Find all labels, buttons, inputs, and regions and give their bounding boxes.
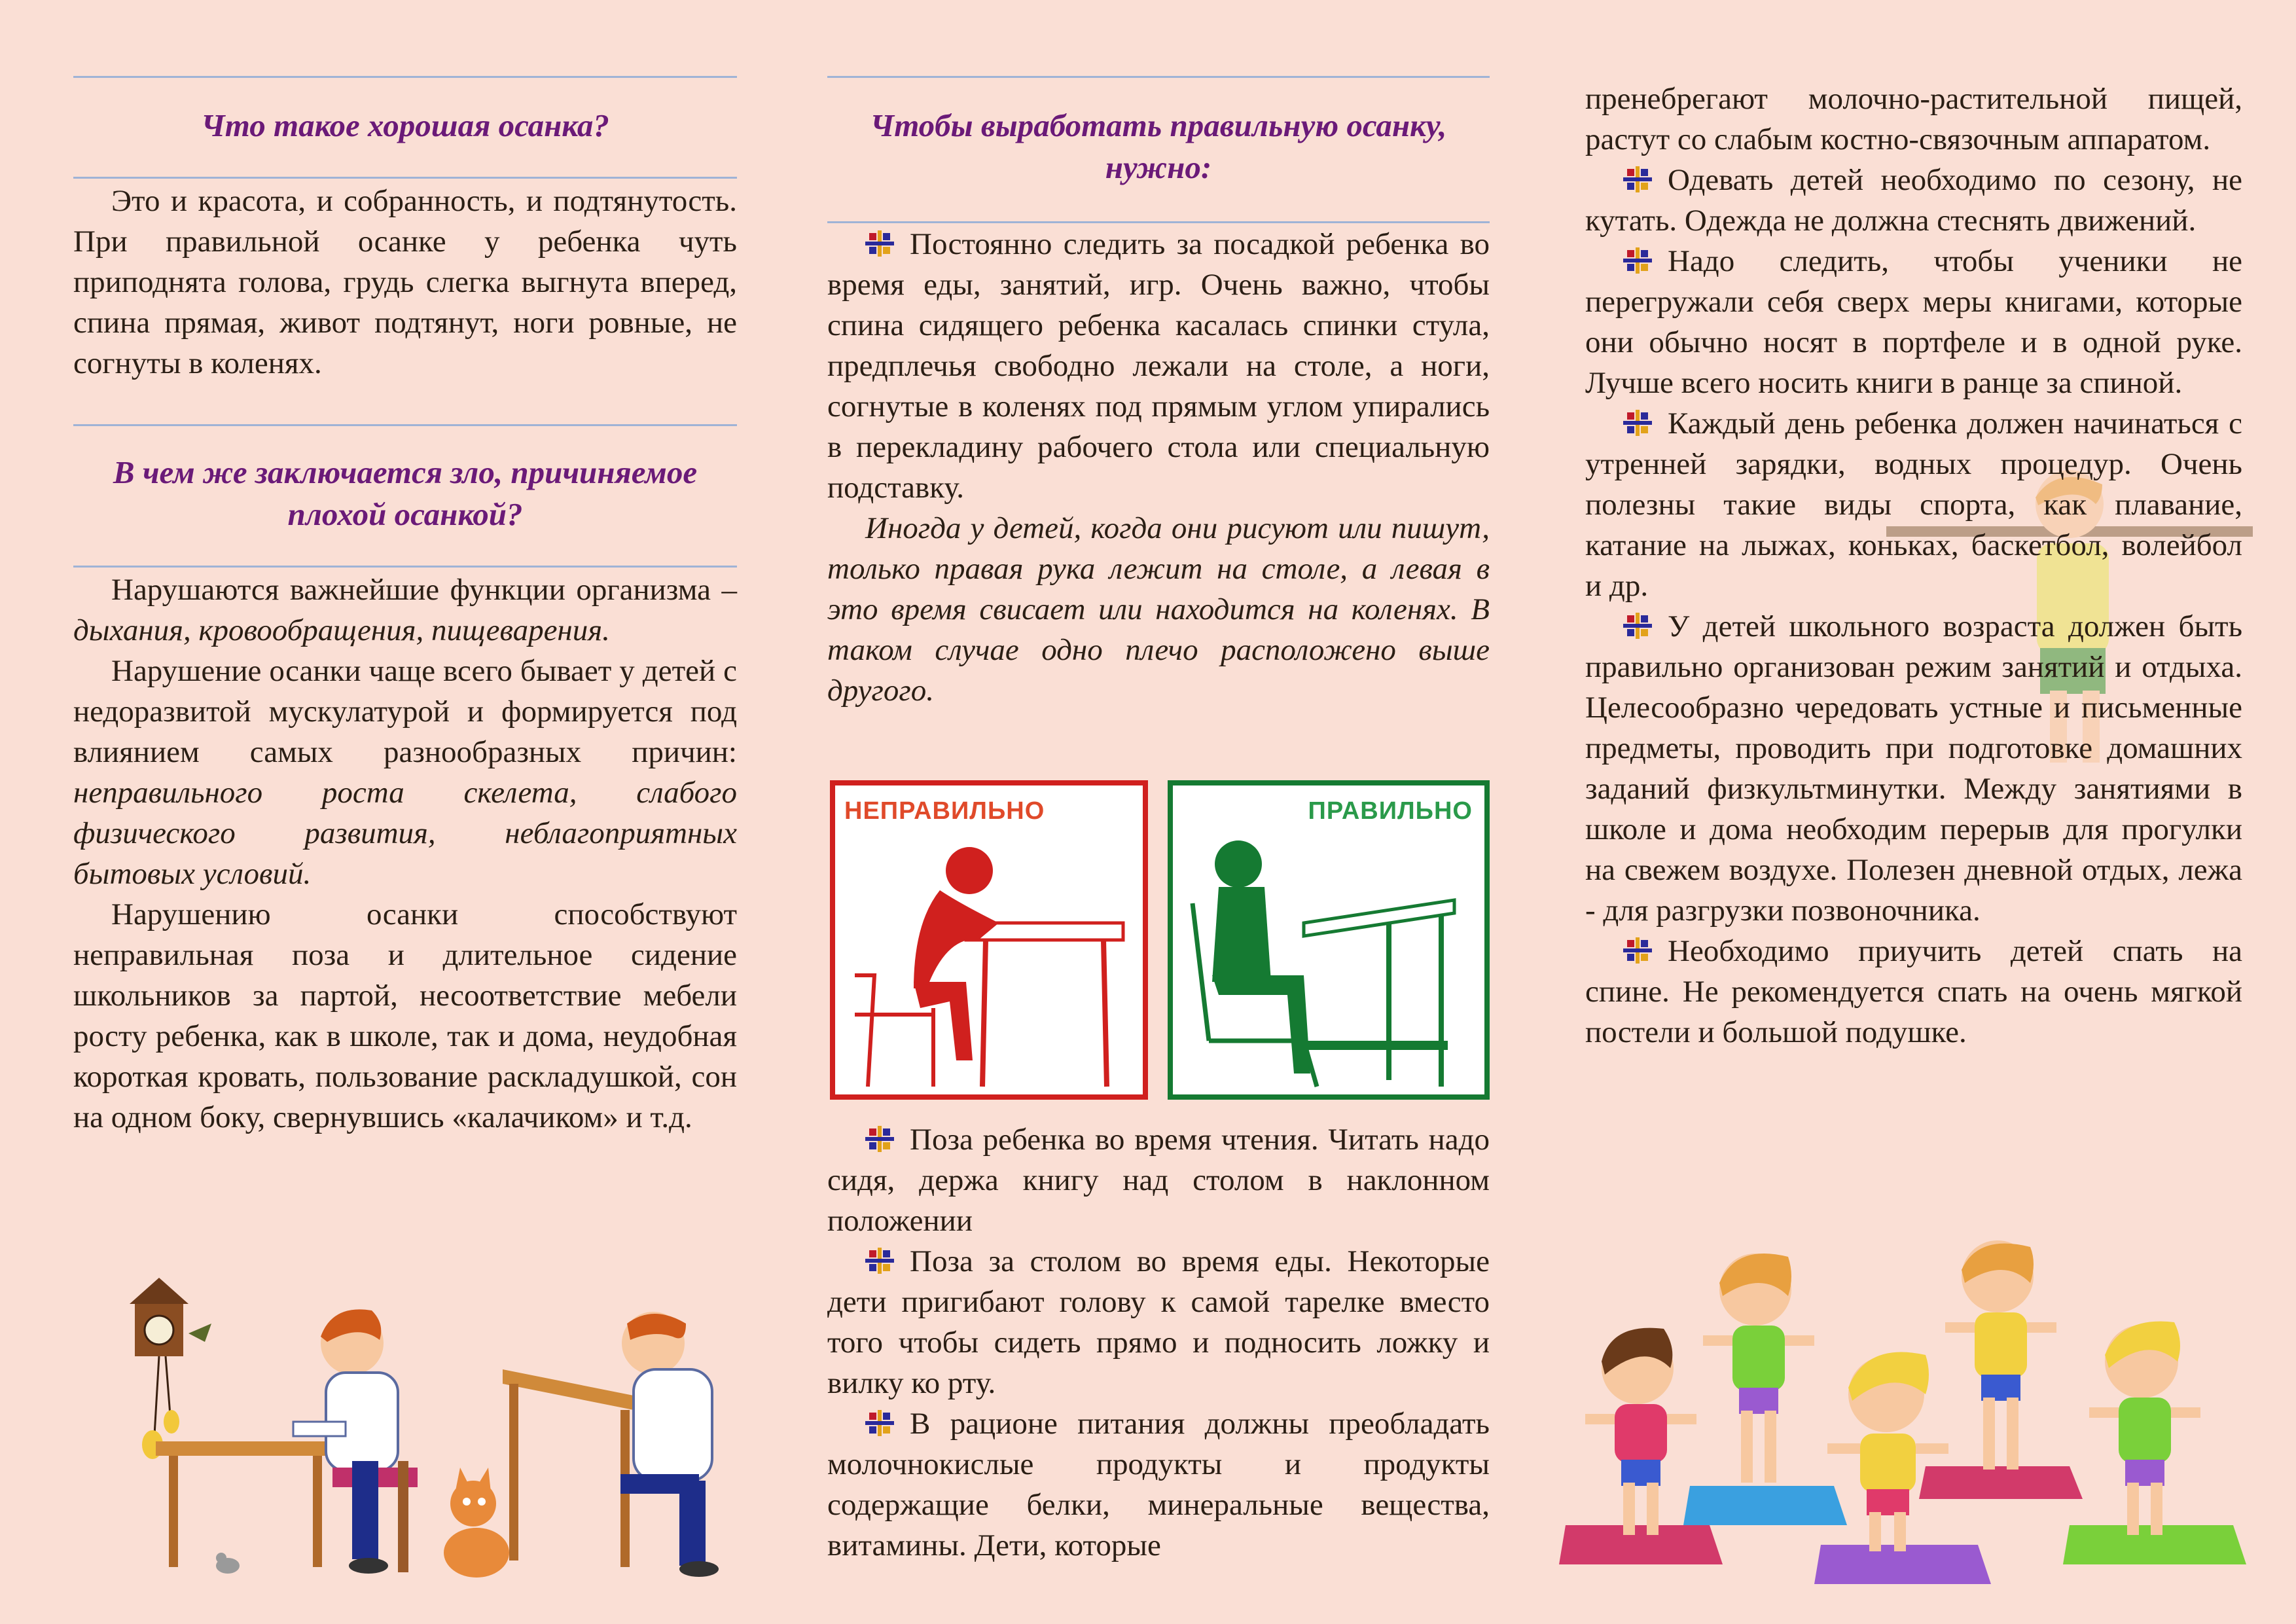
child-figure (1945, 1240, 2056, 1470)
right-posture-icon (1173, 825, 1484, 1094)
bullet-text: Одевать детей необходимо по сезону, не кутать. Одежда не должна стеснять движений. (1585, 163, 2242, 238)
bullet-text: Надо следить, чтобы ученики не перегружали себя сверх меры книгами, которые они обычно носят в портфеле и в одной руке. Лучше всего носить книги в ранце за спиной. (1585, 244, 2242, 400)
divider-top (73, 76, 737, 78)
bullet-text: Постоянно следить за посадкой ребенка во время еды, занятий, игр. Очень важно, чтобы спина сидящего ребенка касалась спинки стула, предплечья свободно лежали на столе, а ноги, согнутые в коленях под прямым углом упирались в перекладину рабочего стола или специальную подставку. (827, 227, 1490, 505)
bullet-item (1585, 403, 2242, 606)
paragraph-italic-note: Иногда у детей, когда они рисуют или пишут, только правая рука лежит на столе, а левая в это время свисает или находится на коленях. В таком случае одно плечо расположено выше другого. (827, 511, 1490, 708)
sign-wrong-label: НЕПРАВИЛЬНО (844, 797, 1045, 825)
bullet-sparkle-icon (865, 230, 894, 257)
cuckoo-clock-icon (130, 1278, 211, 1459)
divider (827, 221, 1490, 223)
paragraph-continuation: пренебрегают молочно-растительной пищей, растут со слабым костно-связочным аппаратом. (1585, 82, 2242, 156)
recommendations-top (827, 224, 1490, 711)
paragraph-functions (73, 569, 737, 651)
divider (73, 424, 737, 426)
divider (73, 566, 737, 568)
divider-top (827, 76, 1490, 78)
children-exercising-illustration (1559, 1237, 2253, 1604)
paragraph-factors: Нарушению осанки способствуют неправильная поза и длительное сидение школьников за партой, несоответствие мебели росту ребенка, как в школе, так и дома, неудобная короткая кровать, пользование раскладушкой, сон на одном боку, свернувшись «калачиком» и т.д. (73, 897, 737, 1134)
paragraphs-bad-posture (73, 569, 737, 1138)
text-span-italic: дыхания, кровообращения, пищеварения. (73, 613, 610, 647)
heading-bad-posture-harm: В чем же заключается зло, причиняемое плохой осанкой? (113, 454, 698, 532)
bullet-sparkle-icon (865, 1126, 894, 1152)
recommendations-bottom (827, 1119, 1490, 1566)
boy-sitting-slouched (620, 1312, 719, 1577)
boys-at-desks-illustration (97, 1265, 758, 1592)
child-figure (2089, 1322, 2200, 1535)
bullet-sparkle-icon (1623, 410, 1652, 436)
paragraph-text: Это и красота, и собранность, и подтянутость. При правильной осанке у ребенка чуть приподнята голова, грудь слегка выгнута вперед, спина прямая, живот подтянут, ноги ровные, не согнуты в коленях. (73, 184, 737, 380)
bullet-text: Необходимо приучить детей спать на спине. Не рекомендуется спать на очень мягкой постели и большой подушке. (1585, 934, 2242, 1049)
bullet-item (1585, 241, 2242, 403)
bullet-item (1585, 160, 2242, 241)
recommendations-continued (1585, 79, 2242, 1053)
text-span-italic: неправильного роста скелета, слабого физического развития, неблагоприятных бытовых условий. (73, 776, 737, 891)
divider (73, 177, 737, 179)
paragraph-causes (73, 651, 737, 894)
bullet-item (827, 1119, 1490, 1241)
bullet-text: Каждый день ребенка должен начинаться с утренней зарядки, водных процедур. Очень полезны такие виды спорта, как плавание, катание на лыжах, коньках, баскетбол, волейбол и др. (1585, 406, 2242, 603)
bullet-sparkle-icon (1623, 247, 1652, 274)
text-span: Нарушаются важнейшие функции организма – (111, 573, 737, 607)
heading-good-posture: Что такое хорошая осанка? (201, 107, 609, 143)
bullet-item (1585, 606, 2242, 931)
bullet-text: У детей школьного возраста должен быть правильно организован режим занятий и отдыха. Целесообразно чередовать устные и письменные предметы, проводить при подготовке домашних заданий физкультминутки. Между занятиями в школе и дома необходим перерыв для прогулки на свежем воздухе. Полезен дневной отдых, лежа - для разгрузки позвоночника. (1585, 609, 2242, 928)
bullet-text: В рационе питания должны преобладать молочнокислые продукты и продукты содержащие белки, минеральные вещества, витамины. Дети, которые (827, 1407, 1490, 1562)
heading-how-to: Чтобы выработать правильную осанку, нужно: (870, 107, 1447, 185)
sign-right-label: ПРАВИЛЬНО (1308, 797, 1473, 825)
bullet-sparkle-icon (1623, 613, 1652, 639)
bullet-item (1585, 931, 2242, 1053)
bullet-sparkle-icon (1623, 166, 1652, 192)
sign-wrong (830, 780, 1148, 1100)
text-span: Нарушение осанки чаще всего бывает у детей с недоразвитой мускулатурой и формируется под влиянием самых разнообразных причин: (73, 654, 737, 769)
bullet-item (827, 1241, 1490, 1403)
bullet-sparkle-icon (865, 1410, 894, 1436)
cat-icon (444, 1468, 509, 1578)
bullet-item (827, 224, 1490, 508)
child-figure (1703, 1254, 1814, 1483)
paragraph-good-posture (73, 181, 737, 384)
bullet-sparkle-icon (1623, 937, 1652, 964)
bullet-sparkle-icon (865, 1248, 894, 1274)
sign-right (1168, 780, 1490, 1100)
wrong-posture-icon (835, 825, 1143, 1094)
child-figure (1585, 1328, 1696, 1535)
bullet-item (827, 1403, 1490, 1566)
bullet-text: Поза ребенка во время чтения. Читать надо сидя, держа книгу над столом в наклонном положении (827, 1123, 1490, 1238)
bullet-text: Поза за столом во время еды. Некоторые дети пригибают голову к самой тарелке вместо того чтобы сидеть прямо и подносить ложку и вилку ко рту. (827, 1244, 1490, 1400)
